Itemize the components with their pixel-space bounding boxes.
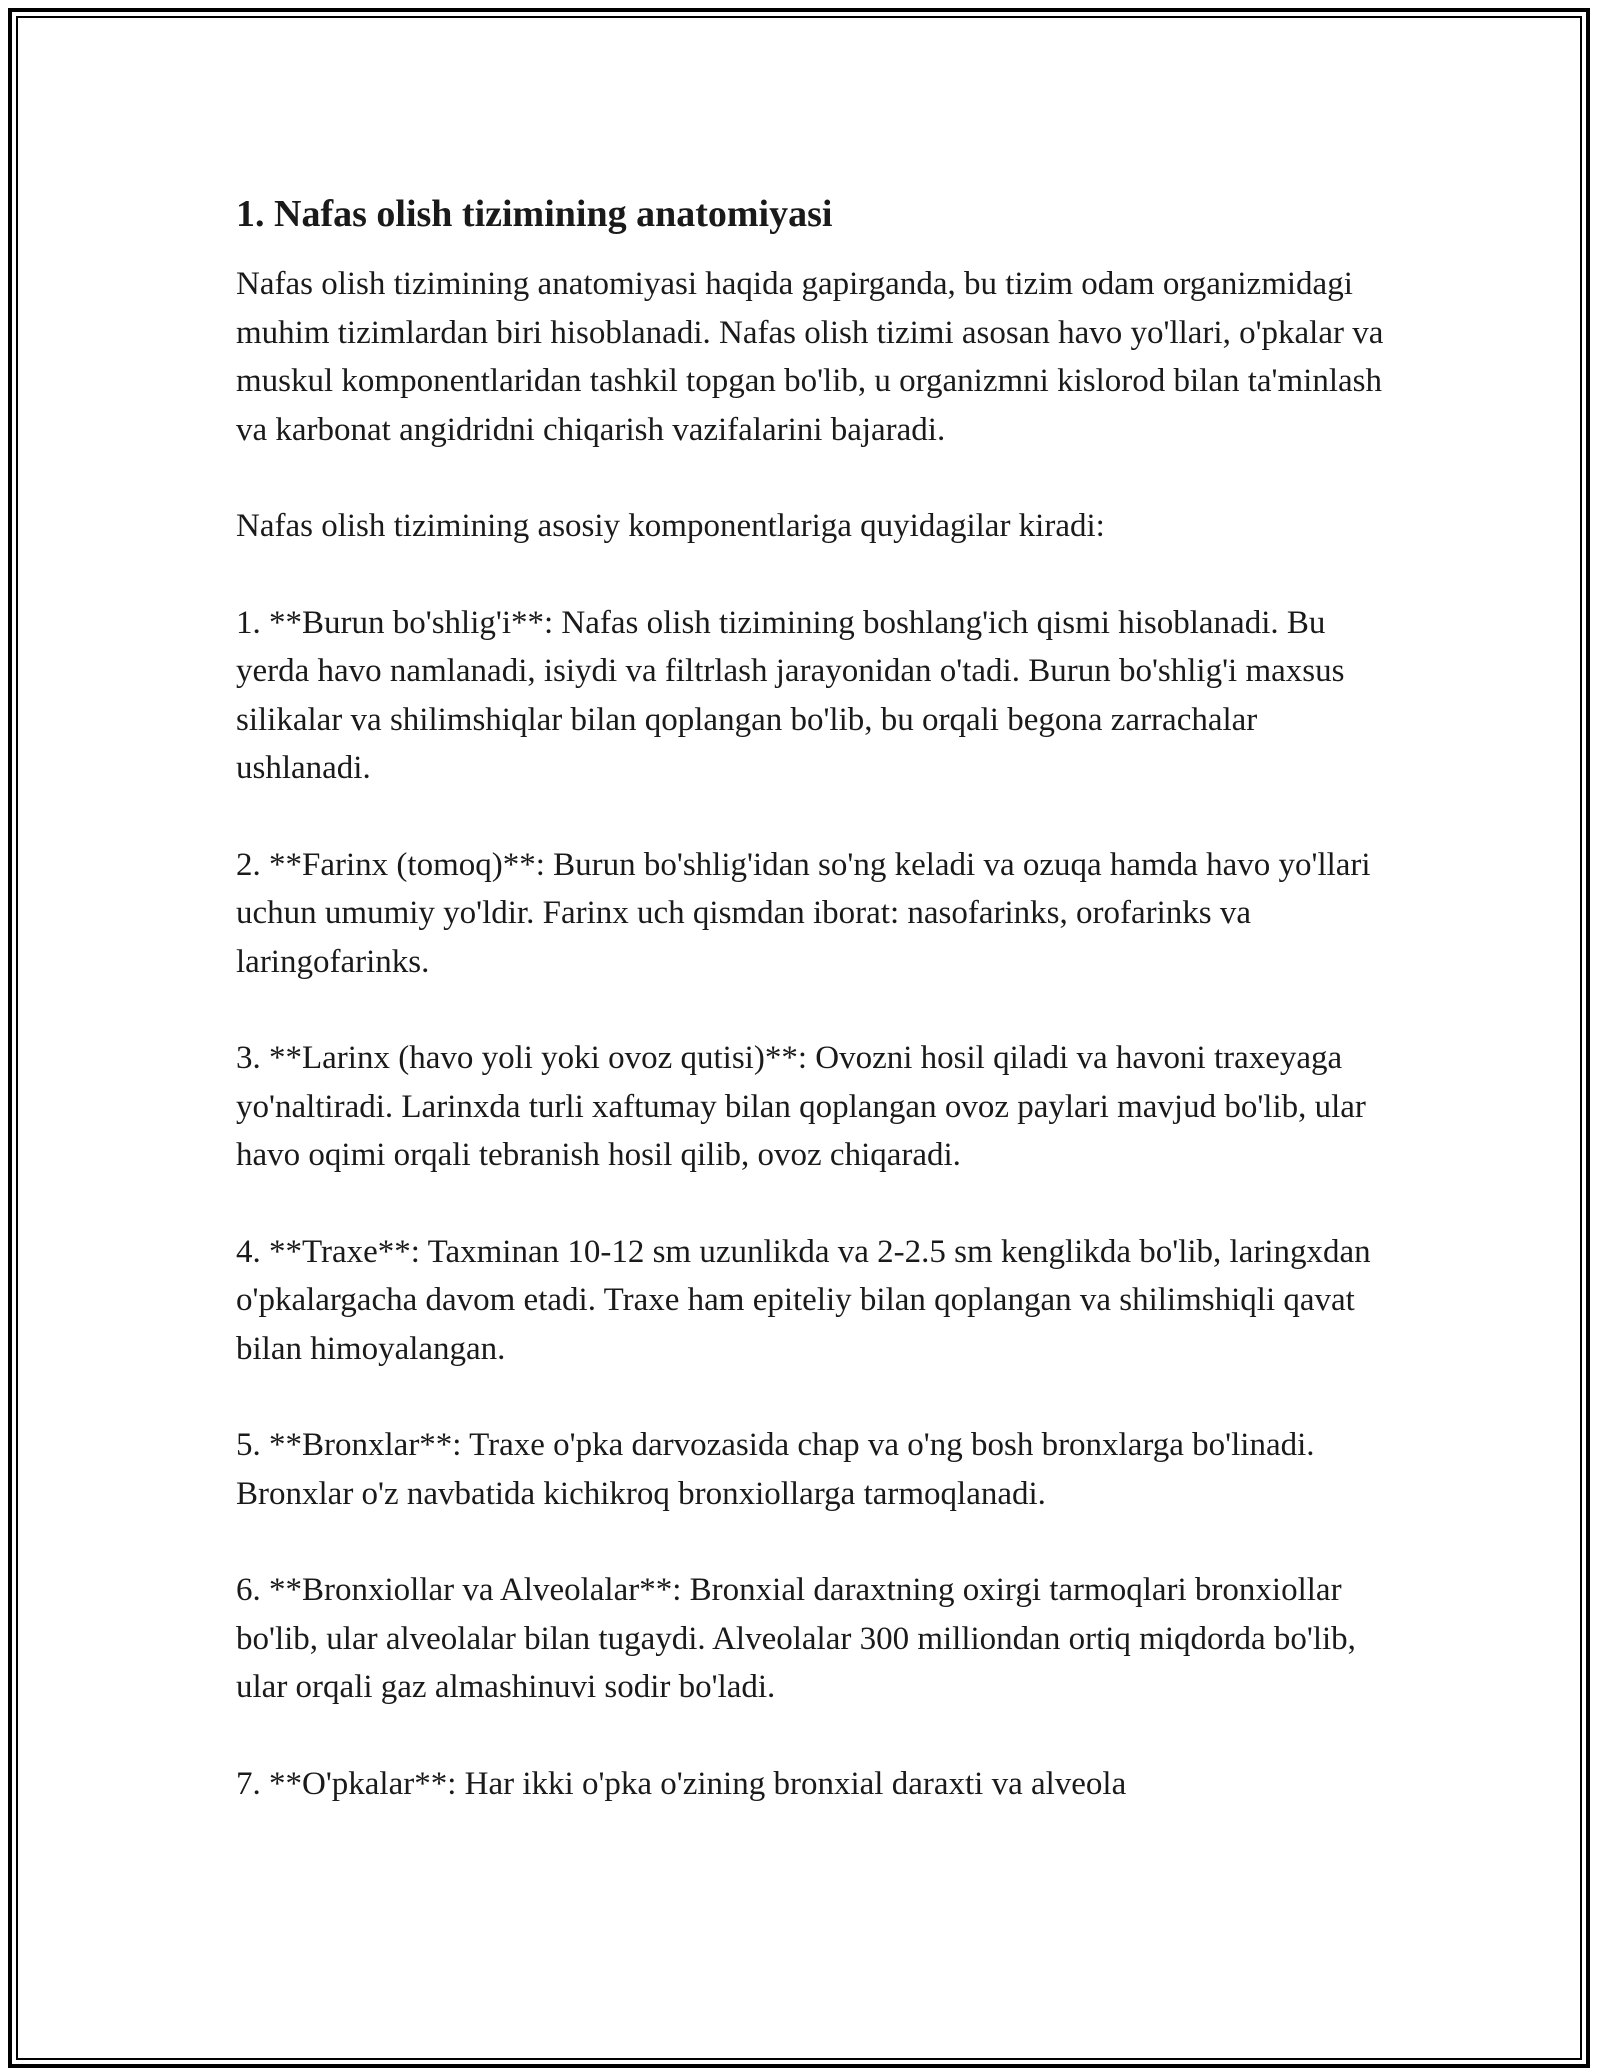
- document-body: [236, 188, 1386, 1856]
- intro-paragraph: Nafas olish tizimining anatomiyasi haqida gapirganda, bu tizim odam organizmidagi muhim tizimlardan biri hisoblanadi. Nafas olish tizimi asosan havo yo'llari, o'pkalar va muskul komponentlaridan tashkil topgan bo'lib, u organizmni kislorod bilan ta'minlash va karbonat angidridni chiqarish vazifalarini bajaradi.: [236, 266, 1384, 448]
- item-bronchi: 5. **Bronxlar**: Traxe o'pka darvozasida chap va o'ng bosh bronxlarga bo'linadi. Bronxlar o'z navbatida kichikroq bronxiollarga tarmoqlanadi.: [236, 1427, 1315, 1512]
- item-lungs: 7. **O'pkalar**: Har ikki o'pka o'zining bronxial daraxti va alveola: [236, 1765, 1127, 1802]
- item-bronchioles-alveoli: 6. **Bronxiollar va Alveolalar**: Bronxial daraxtning oxirgi tarmoqlari bronxiollar bo'lib, ular alveolalar bilan tugaydi. Alveolalar 300 milliondan ortiq miqdorda bo'lib, ular orqali gaz almashinuvi sodir bo'ladi.: [236, 1572, 1356, 1705]
- section-heading: 1. Nafas olish tizimining anatomiyasi: [236, 193, 833, 235]
- item-nasal-cavity: 1. **Burun bo'shlig'i**: Nafas olish tizimining boshlang'ich qismi hisoblanadi. Bu yerda havo namlanadi, isiydi va filtrlash jarayonidan o'tadi. Burun bo'shlig'i maxsus silikalar va shilimshiqlar bilan qoplangan bo'lib, bu orqali begona zarrachalar ushlanadi.: [236, 604, 1345, 786]
- item-larynx: 3. **Larinx (havo yoli yoki ovoz qutisi)**: Ovozni hosil qiladi va havoni traxeyaga yo'naltiradi. Larinxda turli xaftumay bilan qoplangan ovoz paylari mavjud bo'lib, ular havo oqimi orqali tebranish hosil qilib, ovoz chiqaradi.: [236, 1040, 1366, 1173]
- item-pharynx: 2. **Farinx (tomoq)**: Burun bo'shlig'idan so'ng keladi va ozuqa hamda havo yo'llari uchun umumiy yo'ldir. Farinx uch qismdan iborat: nasofarinks, orofarinks va laringofarinks.: [236, 846, 1371, 980]
- item-trachea: 4. **Traxe**: Taxminan 10-12 sm uzunlikda va 2-2.5 sm kenglikda bo'lib, laringxdan o'pkalargacha davom etadi. Traxe ham epiteliy bilan qoplangan va shilimshiqli qavat bilan himoyalangan.: [236, 1233, 1371, 1367]
- components-intro: Nafas olish tizimining asosiy komponentlariga quyidagilar kiradi:: [236, 508, 1105, 544]
